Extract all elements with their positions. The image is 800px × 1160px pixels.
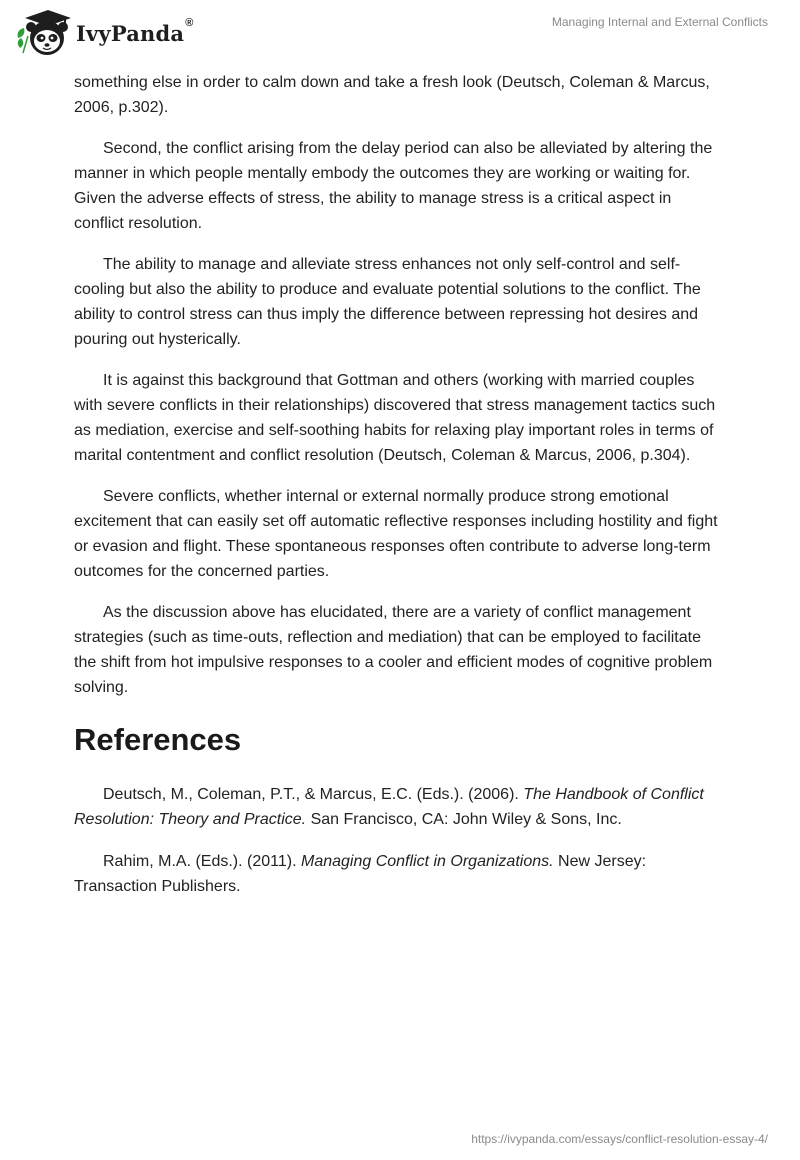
reference-item: Deutsch, M., Coleman, P.T., & Marcus, E.C. (Eds.). (2006). The Handbook of Conflict Resolution: Theory and Practice. San Francisco, CA: John Wiley & Sons, Inc. [74, 786, 704, 828]
references-heading: References [74, 722, 242, 757]
reference-title: The Handbook of Conflict Resolution: Theory and Practice. [74, 786, 704, 828]
registered-mark: ® [185, 16, 194, 29]
paragraph: Severe conflicts, whether internal or external normally produce strong emotional excitement that can easily set off automatic reflective responses including hostility and fight or evasion and flight. These spontaneous responses often contribute to adverse long-term outcomes for the concerned parties. [74, 488, 718, 580]
paragraph-continuation: something else in order to calm down and take a fresh look (Deutsch, Coleman & Marcus, 2006, p.302). [74, 74, 710, 116]
brand-name: IvyPanda® [76, 16, 194, 46]
paragraph: It is against this background that Gottman and others (working with married couples with severe conflicts in their relationships) discovered that stress management tactics such as mediation, exercise and self-soothing habits for relaxing play important roles in terms of marital contentment and conflict resolution (Deutsch, Coleman & Marcus, 2006, p.304). [74, 372, 716, 464]
panda-graduate-icon [14, 8, 72, 58]
paragraph: As the discussion above has elucidated, there are a variety of conflict management strategies (such as time-outs, reflection and mediation) that can be employed to facilitate the shift from hot impulsive responses to a cooler and efficient modes of cognitive problem solving. [74, 604, 713, 696]
reference-item: Rahim, M.A. (Eds.). (2011). Managing Conflict in Organizations. New Jersey: Transaction Publishers. [74, 853, 647, 895]
page-header [0, 0, 800, 60]
ivypanda-logo[interactable] [14, 8, 194, 58]
paragraph: Second, the conflict arising from the delay period can also be alleviated by altering the manner in which people mentally embody the outcomes they are working or waiting for. Given the adverse effects of stress, the ability to manage stress is a critical aspect in conflict resolution. [74, 140, 713, 232]
source-url[interactable]: https://ivypanda.com/essays/conflict-resolution-essay-4/ [471, 1132, 768, 1146]
essay-content [74, 70, 724, 916]
paragraph: The ability to manage and alleviate stress enhances not only self-control and self-cooling but also the ability to produce and evaluate potential solutions to the conflict. The ability to control stress can thus imply the difference between repressing hot desires and pouring out hysterically. [74, 256, 701, 348]
reference-title: Managing Conflict in Organizations. [300, 853, 554, 870]
document-title: Managing Internal and External Conflicts [551, 15, 768, 29]
